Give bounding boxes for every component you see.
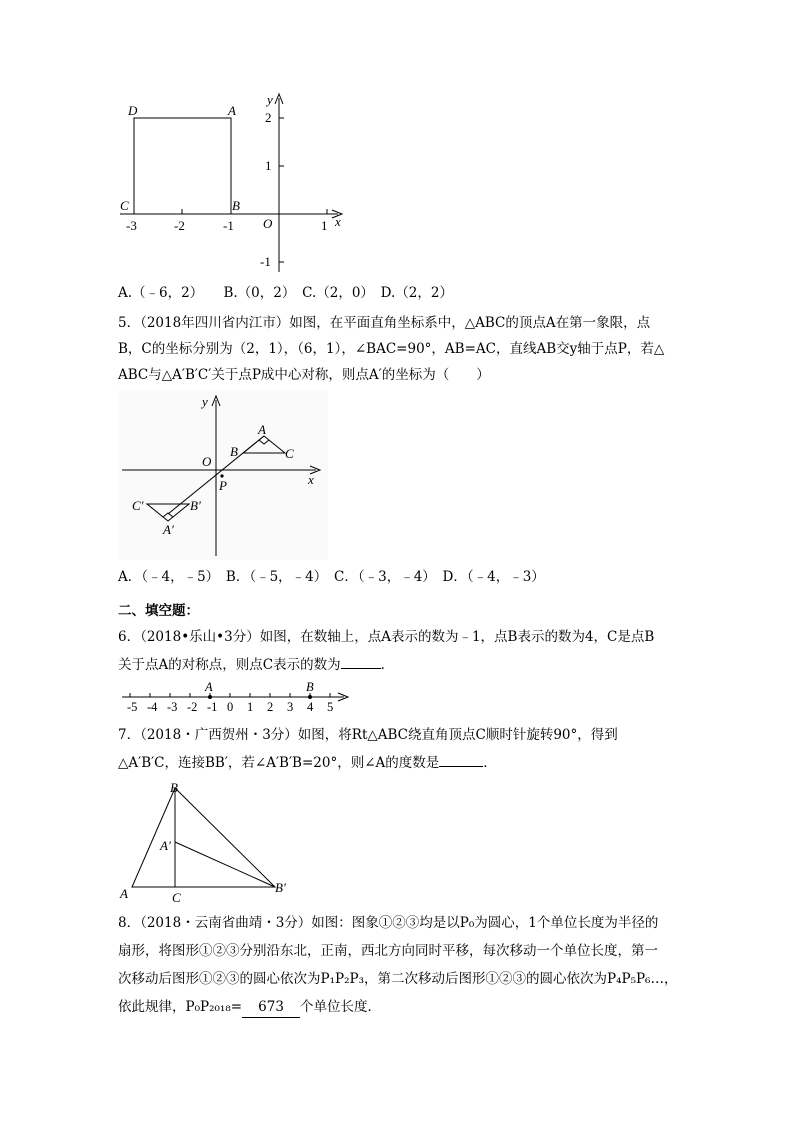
nl-tick-m5: -5	[127, 700, 138, 714]
label-x: x	[335, 214, 341, 229]
nl-tick-3: 3	[287, 700, 294, 714]
x-tick-m2: -2	[174, 218, 185, 233]
label-A: A	[228, 103, 236, 118]
label-O: O	[263, 216, 273, 231]
nl-label-B: B	[306, 680, 314, 694]
q5-label-y: y	[202, 394, 208, 409]
q5-label-A-prime: A′	[163, 522, 174, 537]
q6-line2-end: ．	[380, 657, 395, 673]
q6-line1: 6．（2018•乐山•3分）如图，在数轴上，点A表示的数为﹣1，点B表示的数为4，C是点B	[118, 629, 655, 645]
nl-label-A: A	[205, 680, 213, 694]
q7-answer-blank[interactable]	[439, 752, 483, 767]
q5-label-P: P	[219, 478, 227, 493]
q5-label-B: B	[230, 444, 238, 459]
q5-options: A．（﹣4，﹣5） B．（﹣5，﹣4） C．（﹣3，﹣4） D．（﹣4，﹣3）	[118, 569, 545, 585]
nl-tick-m1: -1	[207, 700, 218, 714]
figure-coordinate-triangles	[118, 390, 328, 560]
nl-tick-1: 1	[247, 700, 254, 714]
q7-line2	[118, 752, 497, 773]
q4-options: A.（﹣6，2） B.（0，2） C.（2，0） D.（2，2）	[118, 285, 453, 301]
q7-line2-text: △A′B′C，连接BB′，若∠A′B′B=20°，则∠A的度数是	[118, 755, 440, 771]
q5-label-B-prime: B′	[190, 498, 201, 513]
q5-label-x: x	[308, 472, 314, 487]
q7-label-A: A	[120, 886, 128, 901]
q7-line2-end: ．	[483, 755, 497, 771]
y-tick-2: 2	[265, 110, 272, 125]
q7-label-A-prime: A′	[160, 838, 171, 853]
nl-tick-5: 5	[327, 700, 334, 714]
q6-answer-blank[interactable]	[341, 654, 381, 669]
q8-line4-text: 依此规律，P₀P₂₀₁₈=	[118, 999, 243, 1015]
nl-tick-m4: -4	[147, 700, 158, 714]
q6-line2	[118, 654, 394, 675]
q5-line2: B，C的坐标分别为（2，1），（6，1），∠BAC=90°，AB=AC，直线AB交y轴于点P，若△	[118, 341, 665, 357]
q8-answer: 673	[242, 997, 300, 1018]
label-y: y	[267, 92, 273, 107]
q5-label-C-prime: C′	[132, 498, 144, 513]
q8-line3: 次移动后图形①②③的圆心依次为P₁P₂P₃，第二次移动后图形①②③的圆心依次为P₄P₅P₆…，	[118, 971, 678, 987]
q7-line1: 7．（2018・广西贺州・3分）如图，将Rt△ABC绕直角顶点C顺时针旋转90°，得到	[118, 727, 618, 743]
q8-line4	[118, 997, 381, 1018]
q8-line2: 扇形，将图形①②③分别沿东北，正南，西北方向同时平移，每次移动一个单位长度，第一	[118, 943, 658, 959]
y-tick-1: 1	[265, 158, 272, 173]
q6-line2-text: 关于点A的对称点，则点C表示的数为	[118, 657, 341, 673]
q7-label-C: C	[172, 890, 181, 905]
x-tick-m1: -1	[223, 218, 234, 233]
x-tick-m3: -3	[126, 218, 137, 233]
nl-tick-0: 0	[227, 700, 234, 714]
label-B: B	[232, 198, 240, 213]
figure-square-axes	[110, 90, 360, 275]
q5-line3: ABC与△A′B′C′关于点P成中心对称，则点A′的坐标为（ ）	[118, 367, 490, 383]
q7-label-B-prime: B′	[275, 880, 286, 895]
nl-tick-2: 2	[267, 700, 274, 714]
q8-line4-end: 个单位长度．	[300, 999, 382, 1015]
nl-tick-m3: -3	[167, 700, 178, 714]
figure-rotation-triangle	[118, 778, 293, 906]
nl-tick-4: 4	[307, 700, 314, 714]
q5-label-A: A	[258, 422, 266, 437]
x-tick-1: 1	[321, 218, 328, 233]
y-tick-m1: -1	[260, 254, 271, 269]
section-fill-in: 二、填空题：	[118, 603, 199, 619]
figure-number-line	[118, 680, 353, 715]
q7-label-B: B	[170, 780, 178, 795]
q5-line1: 5．（2018年四川省内江市）如图，在平面直角坐标系中，△ABC的顶点A在第一象限，点	[118, 315, 651, 331]
q5-label-O: O	[202, 454, 212, 469]
nl-tick-m2: -2	[187, 700, 198, 714]
q5-label-C: C	[285, 446, 294, 461]
label-C: C	[120, 198, 129, 213]
q8-line1: 8．（2018・云南省曲靖・3分）如图：图象①②③均是以P₀为圆心，1个单位长度为半径的	[118, 915, 659, 931]
label-D: D	[128, 103, 138, 118]
